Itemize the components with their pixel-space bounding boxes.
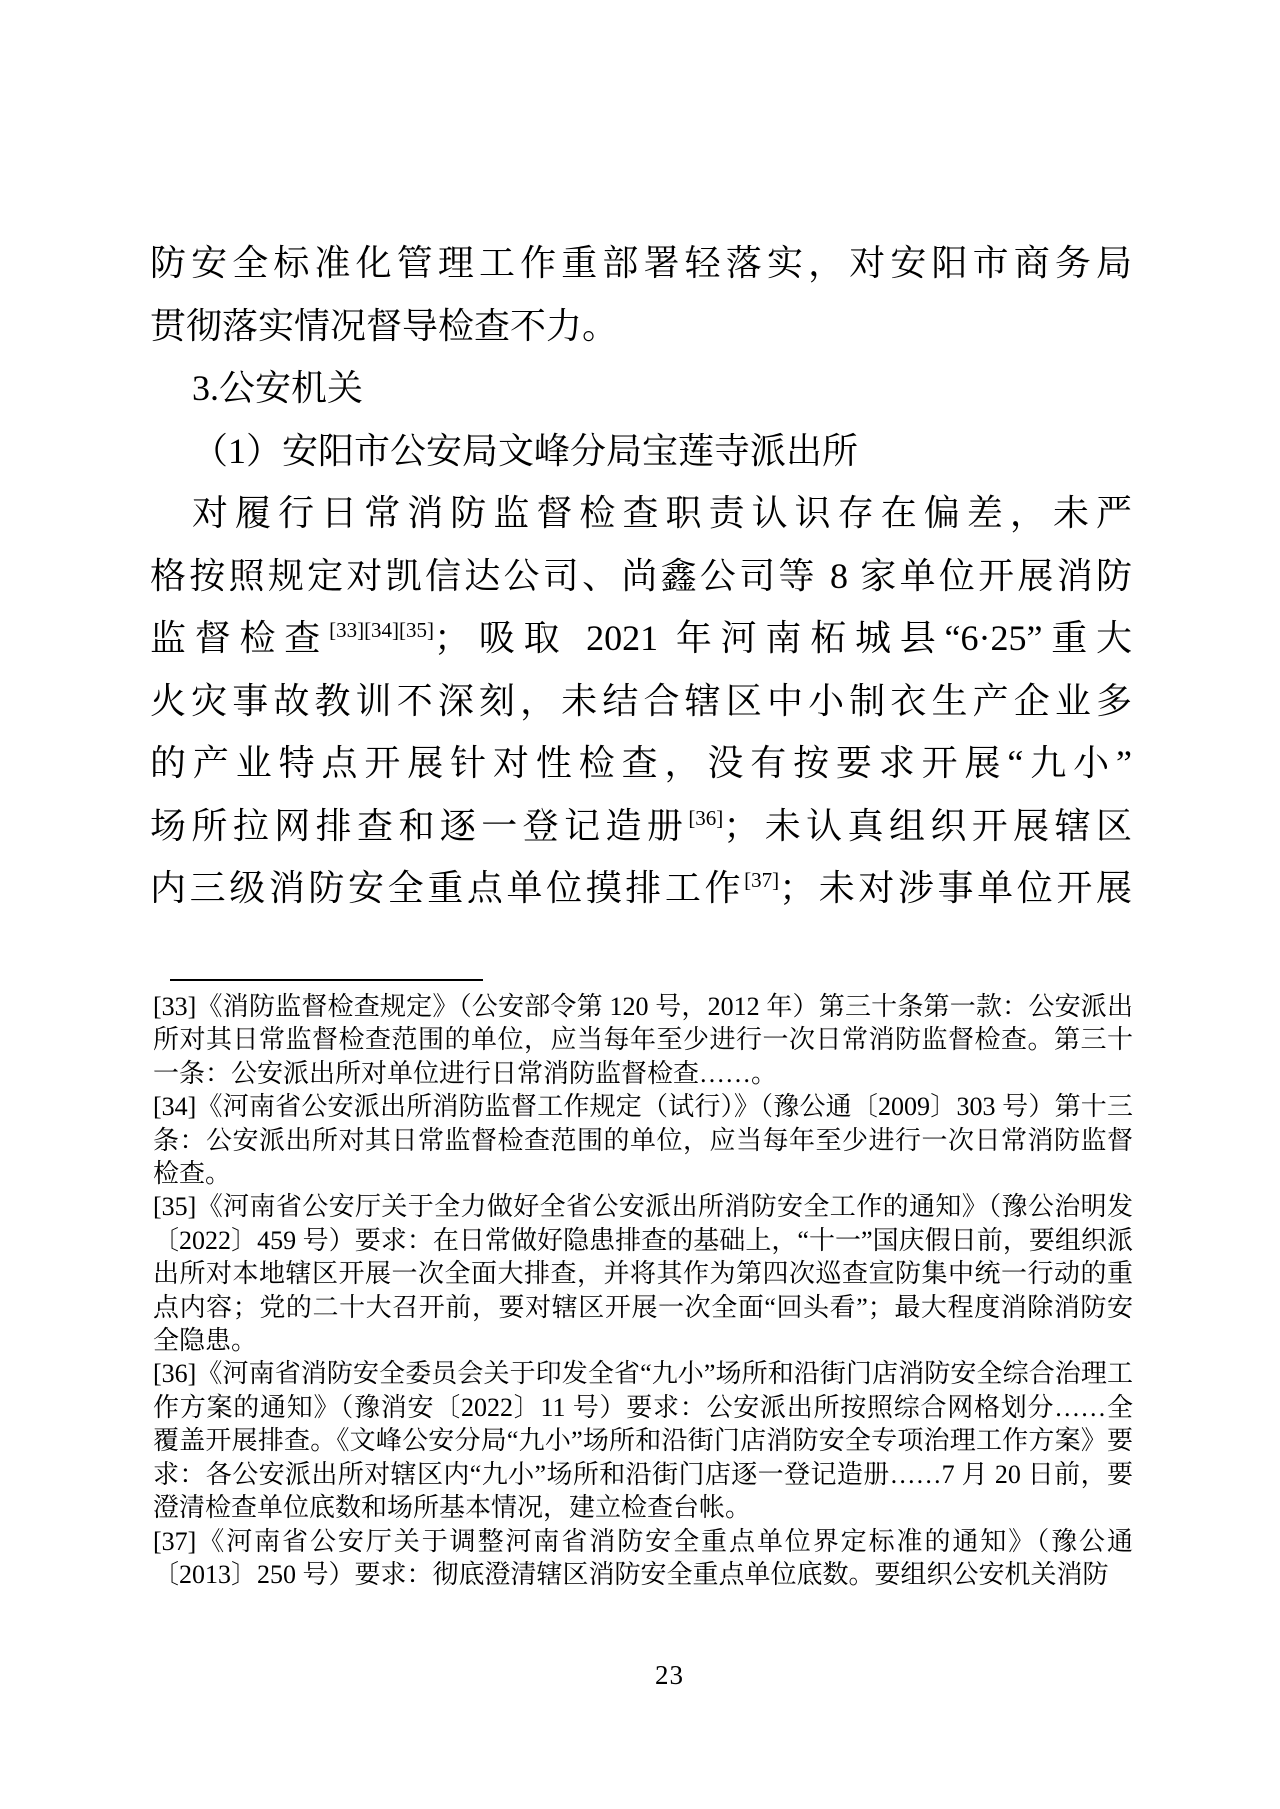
footnotes-section — [153, 990, 1133, 1591]
body-line-heading — [150, 357, 1132, 420]
body-line-text: 内三级消防安全重点单位摸排工作 — [150, 868, 745, 908]
body-line-text: 3.公安机关 — [192, 368, 364, 408]
footnote — [153, 1090, 1133, 1190]
body-line-text: ；未对涉事单位开展 — [779, 868, 1132, 908]
footnote-separator — [170, 979, 483, 981]
footnote — [153, 1357, 1133, 1524]
body-line-text: 监督检查 — [150, 618, 330, 658]
body-line-text: ；吸取 2021 年河南柘城县“6·25”重大 — [434, 618, 1132, 658]
footnote-marker: [37] — [153, 1526, 197, 1556]
page-number: 23 — [655, 1660, 684, 1690]
footnote-ref: [33][34][35] — [329, 618, 435, 642]
footnote-marker: [36] — [153, 1359, 197, 1389]
footnote-marker: [33] — [153, 992, 197, 1021]
body-line — [150, 795, 1132, 858]
footnote-text: 《河南省公安厅关于调整河南省消防安全重点单位界定标准的通知》（豫公通〔2013〕250 号）要求：彻底澄清辖区消防安全重点单位底数。要组织公安机关消防 — [153, 1526, 1133, 1589]
footnote-text: 《河南省公安厅关于全力做好全省公安派出所消防安全工作的通知》（豫公治明发〔2022〕459 号）要求：在日常做好隐患排查的基础上，“十一”国庆假日前，要组织派出所对本地辖区开展一次全面大排查，并将其作为第四次巡查宣防集中统一行动的重点内容；党的二十大召开前，要对辖区开展一次全面“回头看”；最大程度消除消防安全隐患。 — [153, 1192, 1133, 1356]
body-line-text: 对履行日常消防监督检查职责认识存在偏差，未严 — [192, 493, 1132, 533]
body-line — [150, 482, 1132, 545]
body-line-text: ；未认真组织开展辖区 — [723, 805, 1132, 846]
footnote-text: 《消防监督检查规定》（公安部令第 120 号，2012 年）第三十条第一款：公安派出所对其日常监督检查范围的单位，应当每年至少进行一次日常消防监督检查。第三十一条：公安派出所对单位进行日常消防监督检查……。 — [153, 992, 1133, 1088]
body-line-text: 的产业特点开展针对性检查，没有按要求开展“九小” — [150, 743, 1132, 783]
footnote-marker: [35] — [153, 1192, 197, 1222]
body-line — [150, 545, 1132, 608]
footnote — [153, 1190, 1133, 1357]
body-line-text: 贯彻落实情况督导检查不力。 — [150, 305, 619, 346]
footnote-ref: [36] — [688, 805, 724, 830]
body-line-text: 火灾事故教训不深刻，未结合辖区中小制衣生产企业多 — [150, 680, 1132, 721]
body-line-text: 防安全标准化管理工作重部署轻落实，对安阳市商务局 — [150, 243, 1132, 283]
body-line — [150, 295, 1132, 358]
footnote-text: 《河南省公安派出所消防监督工作规定（试行）》（豫公通〔2009〕303 号）第十三条：公安派出所对其日常监督检查范围的单位，应当每年至少进行一次日常消防监督检查。 — [153, 1092, 1133, 1189]
body-line — [150, 670, 1132, 733]
body-line — [150, 607, 1132, 670]
body-line-text: 场所拉网排查和逐一登记造册 — [150, 805, 689, 846]
body-line-heading — [150, 420, 1132, 483]
body-line-text: （1）安阳市公安局文峰分局宝莲寺派出所 — [192, 430, 859, 471]
body-line-text: 格按照规定对凯信达公司、尚鑫公司等 8 家单位开展消防 — [150, 555, 1132, 596]
body-line — [150, 857, 1132, 920]
body-text — [150, 232, 1132, 920]
footnote-marker: [34] — [153, 1092, 197, 1122]
body-line — [150, 732, 1132, 795]
footnote-ref: [37] — [744, 868, 780, 892]
body-line — [150, 232, 1132, 295]
footnote — [153, 1525, 1133, 1592]
footnote-text: 《河南省消防安全委员会关于印发全省“九小”场所和沿街门店消防安全综合治理工作方案的通知》（豫消安〔2022〕11 号）要求：公安派出所按照综合网格划分……全覆盖开展排查。《文峰公安分局“九小”场所和沿街门店消防安全专项治理工作方案》要求：各公安派出所对辖区内“九小”场所和沿街门店逐一登记造册……7 月 20 日前，要澄清检查单位底数和场所基本情况，建立检查台帐。 — [153, 1359, 1133, 1523]
footnote — [153, 990, 1133, 1090]
